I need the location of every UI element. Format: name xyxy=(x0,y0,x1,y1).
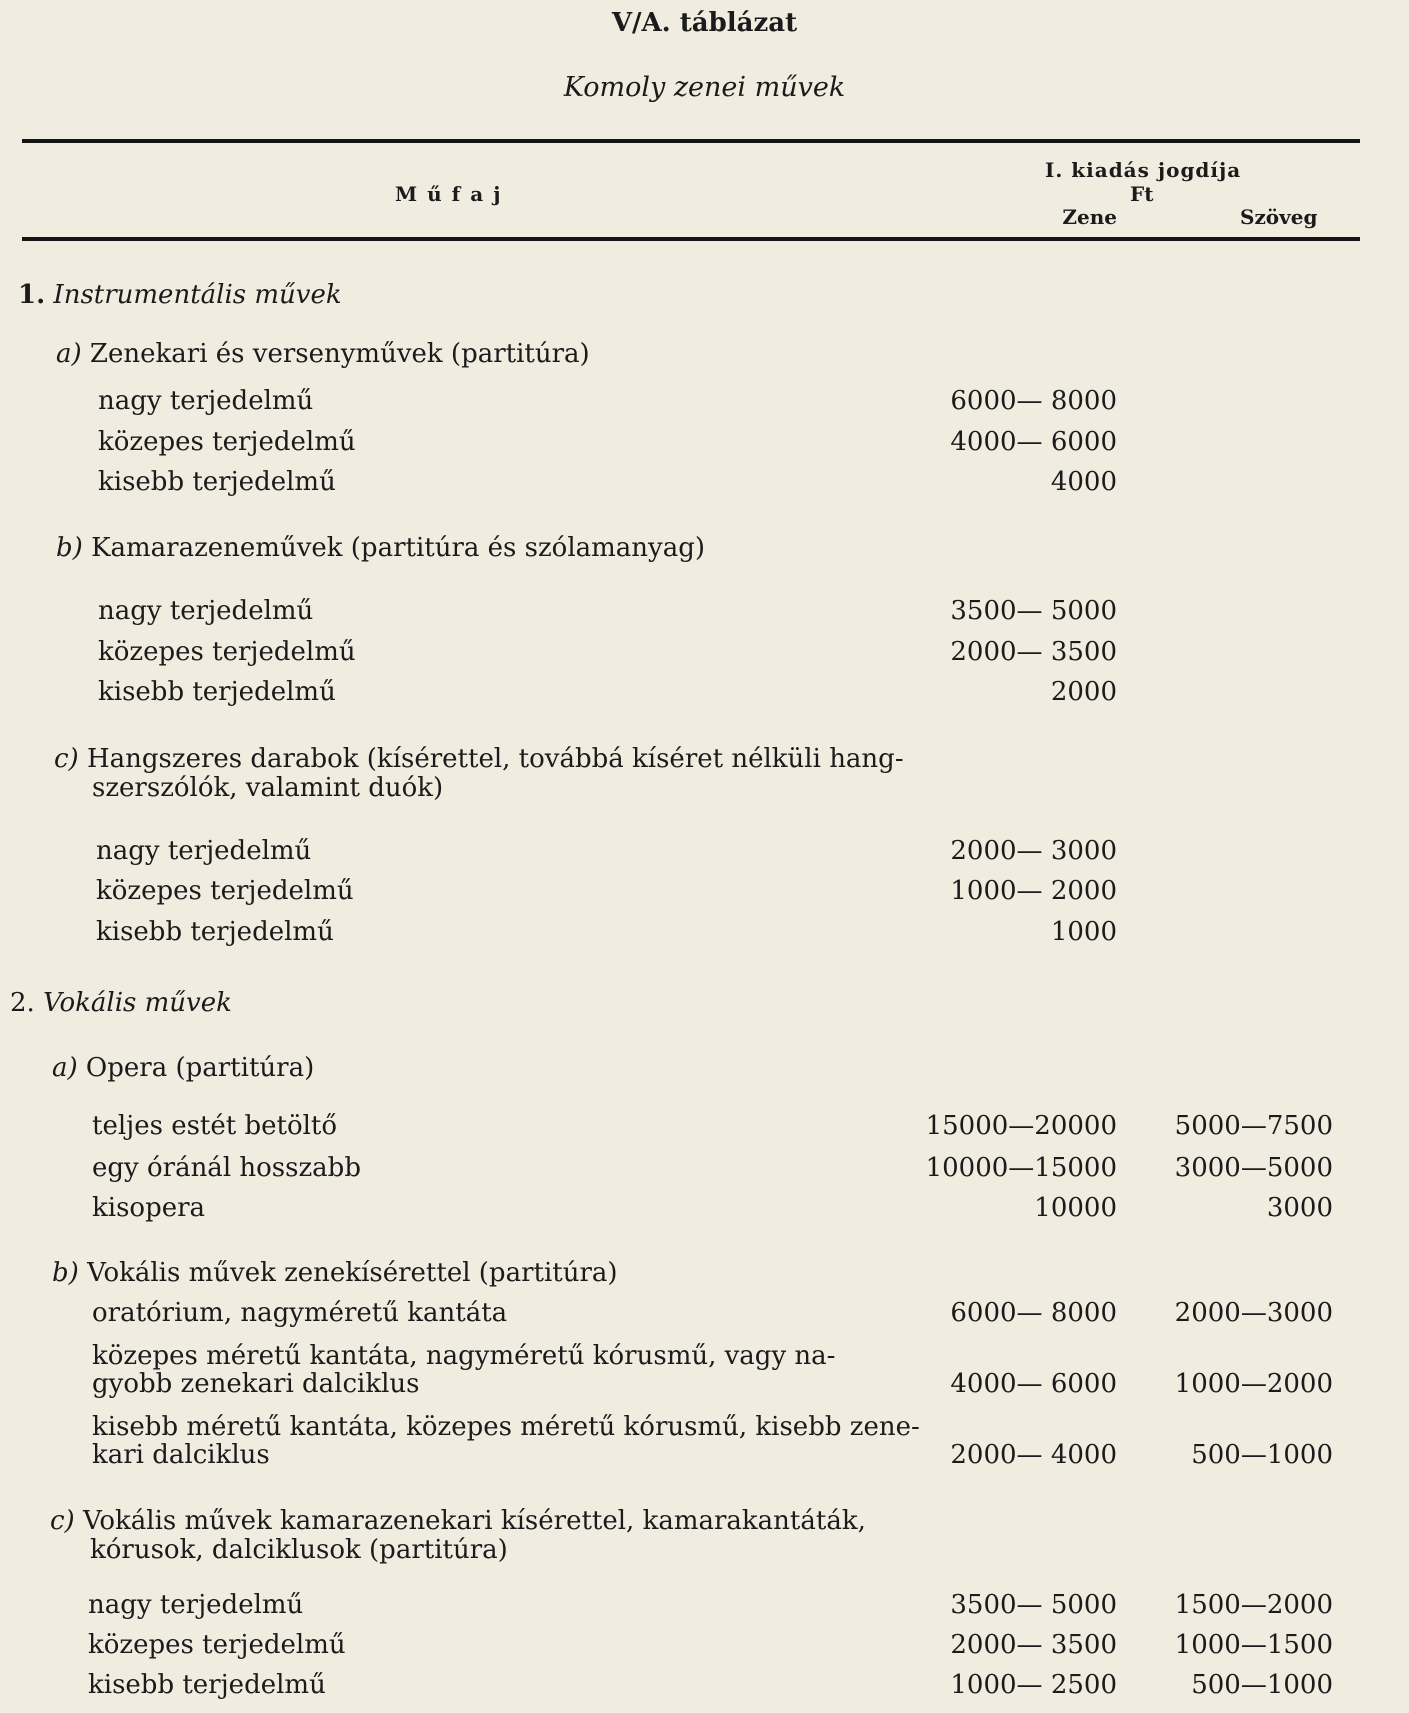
zene-value: 4000 xyxy=(1050,467,1117,497)
row-label: közepes méretű kantáta, nagyméretű kórusmű, vagy na- xyxy=(92,1341,836,1371)
header-kiadas-jogdija: I. kiadás jogdíja xyxy=(1045,158,1242,182)
subsection-title: Hangszeres darabok (kísérettel, továbbá kíséret nélküli hang- xyxy=(86,744,904,774)
row-label: közepes terjedelmű xyxy=(96,876,354,906)
table-subtitle: Komoly zenei művek xyxy=(563,72,846,103)
section-title: Vokális művek xyxy=(43,988,232,1018)
row-label: teljes estét betöltő xyxy=(92,1111,338,1141)
zene-value: 6000— 8000 xyxy=(950,386,1117,416)
subsection-title: Vokális művek kamarazenekari kísérettel, kamarakantáták, xyxy=(82,1506,866,1536)
row-label: kisebb terjedelmű xyxy=(88,1670,326,1700)
section-number: 2. xyxy=(10,988,35,1018)
zene-value: 2000— 4000 xyxy=(950,1440,1117,1470)
row-label: közepes terjedelmű xyxy=(88,1630,346,1660)
zene-value: 2000— 3500 xyxy=(950,637,1117,667)
row-label: nagy terjedelmű xyxy=(88,1590,304,1620)
zene-value: 1000— 2500 xyxy=(950,1670,1117,1700)
section-number: 1. xyxy=(18,280,46,310)
header-ft: Ft xyxy=(1130,182,1154,206)
szoveg-value: 5000—7500 xyxy=(1174,1111,1333,1141)
table-title: V/A. táblázat xyxy=(611,8,798,38)
zene-value: 4000— 6000 xyxy=(950,427,1117,457)
row-label: egy óránál hosszabb xyxy=(92,1153,361,1183)
row-label: közepes terjedelmű xyxy=(98,637,356,667)
szoveg-value: 500—1000 xyxy=(1191,1670,1333,1700)
header-mufaj: Műfaj xyxy=(395,182,511,206)
row-label: nagy terjedelmű xyxy=(96,836,312,866)
subsection-letter: b) xyxy=(52,1258,79,1288)
row-label: közepes terjedelmű xyxy=(98,427,356,457)
szoveg-value: 3000 xyxy=(1266,1193,1333,1223)
row-label: nagy terjedelmű xyxy=(98,596,314,626)
subsection-title: kórusok, dalciklusok (partitúra) xyxy=(90,1535,508,1565)
zene-value: 3500— 5000 xyxy=(950,1590,1117,1620)
row-label: kari dalciklus xyxy=(92,1440,270,1470)
zene-value: 2000— 3500 xyxy=(950,1630,1117,1660)
header-zene: Zene xyxy=(1062,205,1117,229)
zene-value: 3500— 5000 xyxy=(950,596,1117,626)
subsection-title: Opera (partitúra) xyxy=(85,1053,315,1083)
row-label: kisebb terjedelmű xyxy=(98,677,336,707)
szoveg-value: 3000—5000 xyxy=(1174,1153,1333,1183)
row-label: gyobb zenekari dalciklus xyxy=(92,1369,420,1399)
szoveg-value: 1500—2000 xyxy=(1174,1590,1333,1620)
header-top-rule xyxy=(22,139,1360,143)
subsection-letter: c) xyxy=(50,1506,75,1536)
zene-value: 6000— 8000 xyxy=(950,1298,1117,1328)
subsection-title: Vokális művek zenekísérettel (partitúra) xyxy=(87,1258,618,1288)
zene-value: 15000—20000 xyxy=(925,1111,1117,1141)
header-bottom-rule xyxy=(22,237,1360,241)
szoveg-value: 1000—2000 xyxy=(1174,1369,1333,1399)
zene-value: 10000 xyxy=(1034,1193,1117,1223)
subsection-letter: b) xyxy=(56,533,83,563)
zene-value: 2000 xyxy=(1050,677,1117,707)
zene-value: 4000— 6000 xyxy=(950,1369,1117,1399)
szoveg-value: 1000—1500 xyxy=(1174,1630,1333,1660)
header-szoveg: Szöveg xyxy=(1240,205,1318,229)
subsection-title: szerszólók, valamint duók) xyxy=(92,773,444,803)
subsection-letter: c) xyxy=(54,744,79,774)
row-label: kisebb méretű kantáta, közepes méretű kórusmű, kisebb zene- xyxy=(92,1412,920,1442)
row-label: oratórium, nagyméretű kantáta xyxy=(92,1298,508,1328)
zene-value: 2000— 3000 xyxy=(950,836,1117,866)
section-title: Instrumentális művek xyxy=(53,280,342,310)
zene-value: 1000— 2000 xyxy=(950,876,1117,906)
row-label: kisebb terjedelmű xyxy=(96,917,334,947)
row-label: kisebb terjedelmű xyxy=(98,467,336,497)
zene-value: 1000 xyxy=(1050,917,1117,947)
row-label: nagy terjedelmű xyxy=(98,386,314,416)
subsection-letter: a) xyxy=(52,1053,78,1083)
subsection-letter: a) xyxy=(56,339,82,369)
subsection-title: Kamarazeneművek (partitúra és szólamanyag) xyxy=(91,533,706,563)
row-label: kisopera xyxy=(92,1193,206,1223)
subsection-title: Zenekari és versenyművek (partitúra) xyxy=(89,339,590,369)
szoveg-value: 500—1000 xyxy=(1191,1440,1333,1470)
zene-value: 10000—15000 xyxy=(925,1153,1117,1183)
szoveg-value: 2000—3000 xyxy=(1174,1298,1333,1328)
